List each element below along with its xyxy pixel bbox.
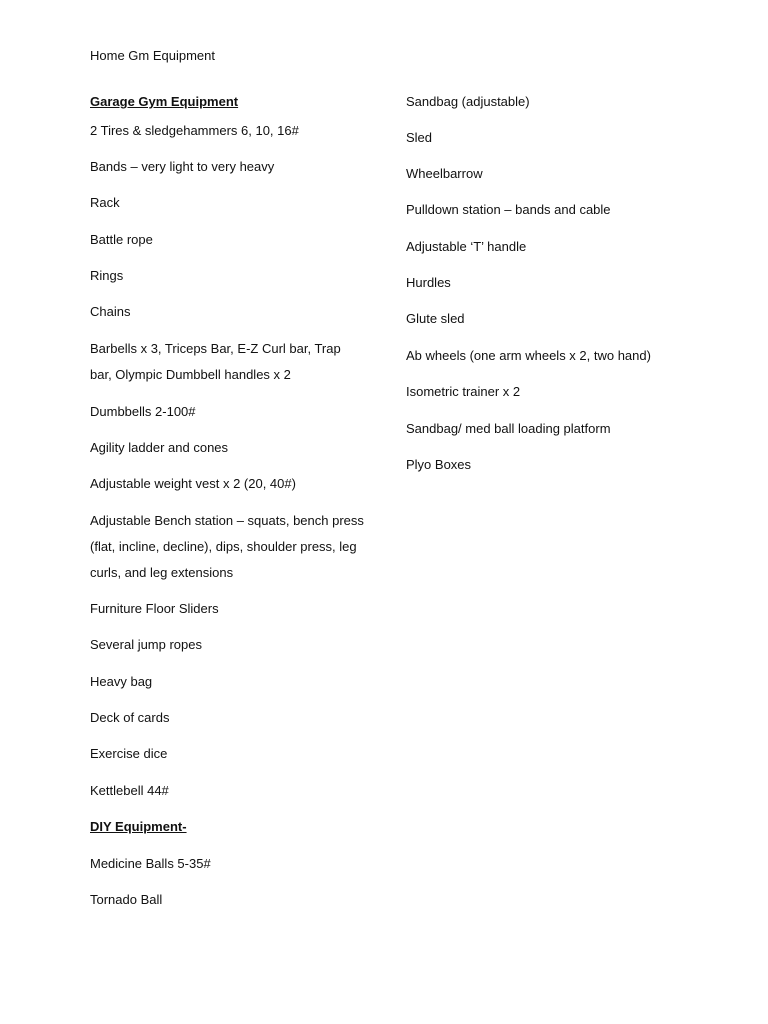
list-item: 2 Tires & sledgehammers 6, 10, 16# xyxy=(90,123,299,138)
list-item: Furniture Floor Sliders xyxy=(90,601,219,616)
document-title: Home Gm Equipment xyxy=(90,48,215,63)
list-item: Bands – very light to very heavy xyxy=(90,159,275,174)
list-item: Wheelbarrow xyxy=(406,166,483,181)
list-item: Deck of cards xyxy=(90,710,170,725)
list-item: Tornado Ball xyxy=(90,892,163,907)
section-heading-diy: DIY Equipment- xyxy=(90,819,187,834)
list-item: Barbells x 3, Triceps Bar, E-Z Curl bar, Trap bar, Olympic Dumbbell handles x 2 xyxy=(90,341,341,382)
list-item: Several jump ropes xyxy=(90,637,202,652)
list-item: Exercise dice xyxy=(90,746,168,761)
list-item: Adjustable Bench station – squats, bench press (flat, incline, decline), dips, shoulder press, leg curls, and leg extensions xyxy=(90,513,364,580)
list-item: Dumbbells 2-100# xyxy=(90,404,196,419)
list-item: Pulldown station – bands and cable xyxy=(406,202,611,217)
list-item: Chains xyxy=(90,304,131,319)
list-item: Rack xyxy=(90,195,120,210)
list-item: Sandbag/ med ball loading platform xyxy=(406,421,611,436)
list-item: Plyo Boxes xyxy=(406,457,472,472)
list-item: Adjustable ‘T’ handle xyxy=(406,239,527,254)
list-item: Battle rope xyxy=(90,232,153,247)
list-item: Agility ladder and cones xyxy=(90,440,229,455)
list-item: Sled xyxy=(406,130,433,145)
list-item: Hurdles xyxy=(406,275,451,290)
list-item: Medicine Balls 5-35# xyxy=(90,856,211,871)
list-item: Isometric trainer x 2 xyxy=(406,384,521,399)
list-item: Kettlebell 44# xyxy=(90,783,169,798)
list-item: Adjustable weight vest x 2 (20, 40#) xyxy=(90,476,296,491)
list-item: Sandbag (adjustable) xyxy=(406,94,530,109)
list-item: Rings xyxy=(90,268,124,283)
list-item: Heavy bag xyxy=(90,674,153,689)
list-item: Ab wheels (one arm wheels x 2, two hand) xyxy=(406,348,651,363)
section-heading-garage-gym: Garage Gym Equipment xyxy=(90,94,239,109)
list-item: Glute sled xyxy=(406,311,465,326)
